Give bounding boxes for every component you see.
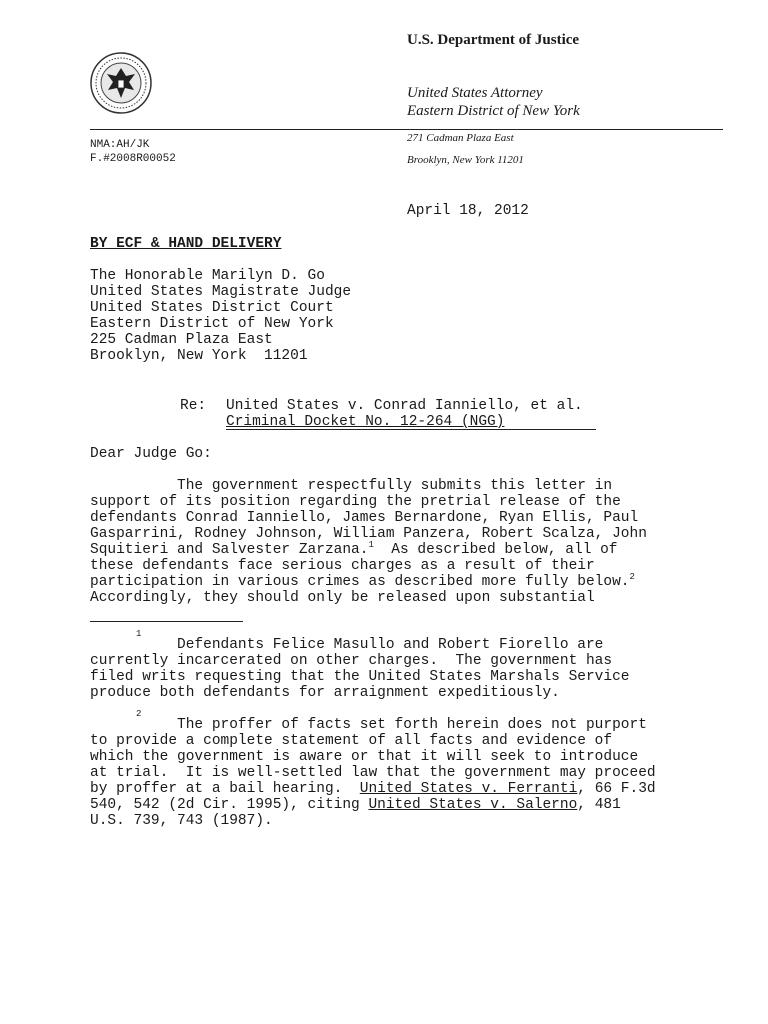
footnote-ref-2[interactable]: 2 xyxy=(629,572,635,582)
body-line: The government respectfully submits this letter in xyxy=(90,478,613,494)
body-line: Gasparrini, Rodney Johnson, William Panzera, Robert Scalza, John xyxy=(90,526,647,542)
footnote-1 xyxy=(90,629,630,701)
reference-file-number: F.#2008R00052 xyxy=(90,153,176,165)
case-citation-salerno: United States v. Salerno xyxy=(368,797,578,813)
footnote-line: filed writs requesting that the United States Marshals Service xyxy=(90,669,630,685)
footnote-number: 2 xyxy=(136,709,142,719)
addressee-line: United States Magistrate Judge xyxy=(90,284,352,300)
delivery-method: BY ECF & HAND DELIVERY xyxy=(90,236,282,252)
office-address-city: Brooklyn, New York 11201 xyxy=(407,154,524,166)
body-line: participation in various crimes as described more fully below.$^2$ xyxy=(90,572,635,590)
office-title: United States Attorney xyxy=(407,85,543,101)
footnote-line: which the government is aware or that it will seek to introduce xyxy=(90,749,639,765)
addressee-line: 225 Cadman Plaza East xyxy=(90,332,273,348)
reference-initials: NMA:AH/JK xyxy=(90,139,150,151)
footnote-line: to provide a complete statement of all facts and evidence of xyxy=(90,733,613,749)
footnote-line: by proffer at a bail hearing. United States v. Ferranti, 66 F.3d xyxy=(90,781,656,797)
addressee-block xyxy=(90,268,351,364)
footnote-number: 1 xyxy=(136,629,142,639)
footnote-ref-1[interactable]: 1 xyxy=(368,540,374,550)
body-line: Accordingly, they should only be released upon substantial xyxy=(90,590,595,606)
body-line: support of its position regarding the pretrial release of the xyxy=(90,494,621,510)
footnote-line: currently incarcerated on other charges. The government has xyxy=(90,653,613,669)
case-citation-ferranti: United States v. Ferranti xyxy=(359,781,578,797)
body-paragraph xyxy=(90,478,647,606)
office-district: Eastern District of New York xyxy=(407,103,580,119)
body-line: these defendants face serious charges as a result of their xyxy=(90,558,595,574)
re-underline xyxy=(226,429,596,430)
office-address-street: 271 Cadman Plaza East xyxy=(407,132,514,144)
re-case-caption: United States v. Conrad Ianniello, et al. xyxy=(226,398,583,414)
department-name: U.S. Department of Justice xyxy=(407,32,580,48)
footnote-separator xyxy=(90,621,243,622)
footnote-line: U.S. 739, 743 (1987). xyxy=(90,813,273,829)
salutation: Dear Judge Go: xyxy=(90,446,212,462)
doj-seal-logo xyxy=(90,52,152,114)
footnote-line: at trial. It is well-settled law that the government may proceed xyxy=(90,765,656,781)
addressee-line: Eastern District of New York xyxy=(90,316,334,332)
addressee-line: United States District Court xyxy=(90,300,334,316)
re-label: Re: xyxy=(180,398,207,414)
addressee-line: The Honorable Marilyn D. Go xyxy=(90,268,325,284)
footnote-line: $^2$ The proffer of facts set forth herein does not purport xyxy=(90,709,647,733)
letter-date: April 18, 2012 xyxy=(407,203,529,219)
body-line: defendants Conrad Ianniello, James Bernardone, Ryan Ellis, Paul xyxy=(90,510,639,526)
footnote-line: produce both defendants for arraignment expeditiously. xyxy=(90,685,560,701)
addressee-line: Brooklyn, New York 11201 xyxy=(90,348,308,364)
body-line: Squitieri and Salvester Zarzana.$^1$ As described below, all of xyxy=(90,540,618,558)
letterhead-divider xyxy=(90,129,723,130)
footnote-line: 540, 542 (2d Cir. 1995), citing United States v. Salerno, 481 xyxy=(90,797,621,813)
footnote-2 xyxy=(90,709,656,829)
re-docket-number: Criminal Docket No. 12-264 (NGG) xyxy=(226,414,505,430)
footnote-line: $^1$ Defendants Felice Masullo and Robert Fiorello are xyxy=(90,629,604,653)
